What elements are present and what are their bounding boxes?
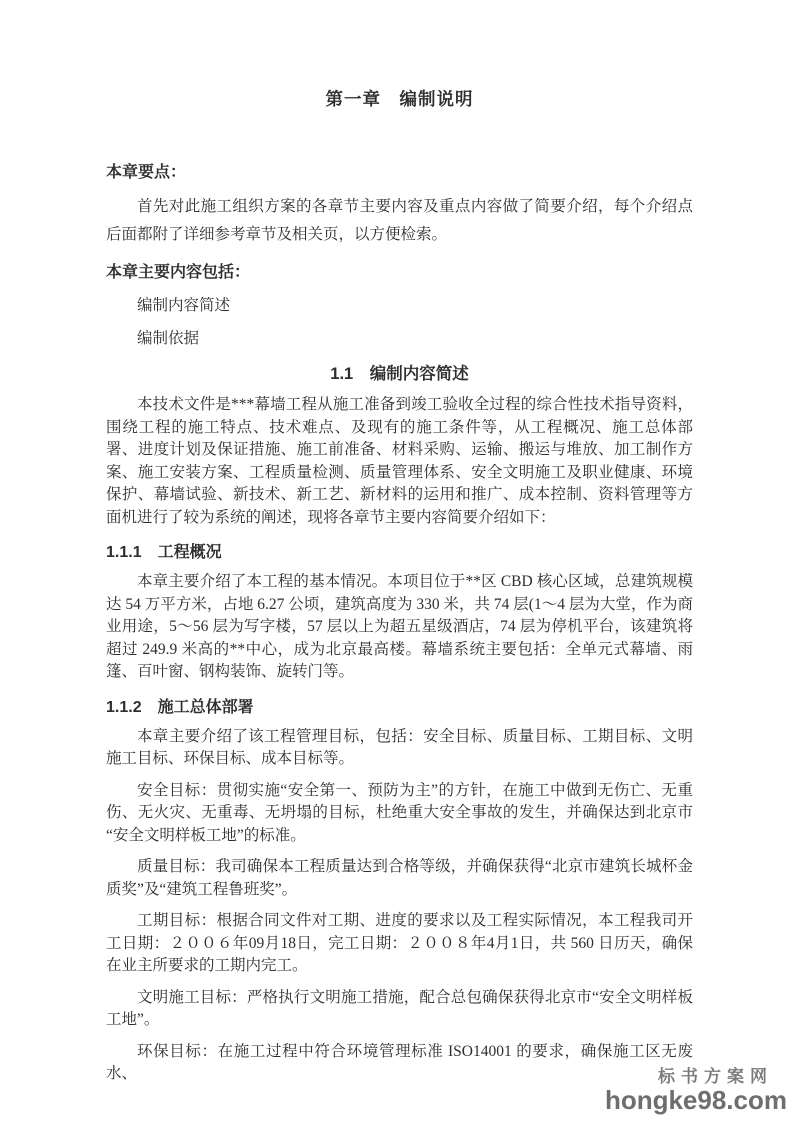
watermark	[605, 1068, 787, 1114]
contents-item-basis: 编制依据	[137, 330, 200, 347]
chapter-title: 第一章 编制说明	[325, 89, 474, 109]
contents-item-overview: 编制内容简述	[137, 297, 231, 314]
section-1-1-heading: 1.1 编制内容简述	[330, 365, 469, 383]
key-points-label: 本章要点：	[106, 164, 187, 181]
contents-label: 本章主要内容包括：	[106, 264, 251, 281]
safety-goal-paragraph: 安全目标：贯彻实施“安全第一、预防为主”的方针，在施工中做到无伤亡、无重伤、无火灾、无重毒、无坍塌的目标，杜绝重大安全事故的发生，并确保达到北京市“安全文明样板工地”的标准。	[106, 781, 693, 844]
key-points-paragraph: 首先对此施工组织方案的各章节主要内容及重点内容做了简要介绍，每个介绍点后面都附了详细参考章节及相关页，以方便检索。	[106, 198, 693, 243]
deployment-intro-paragraph: 本章主要介绍了该工程管理目标，包括：安全目标、质量目标、工期目标、文明施工目标、环保目标、成本目标等。	[106, 727, 693, 767]
quality-goal-paragraph: 质量目标：我司确保本工程质量达到合格等级，并确保获得“北京市建筑长城杯金质奖”及“建筑工程鲁班奖”。	[106, 858, 693, 898]
watermark-site-url: hongke98.com	[604, 1084, 787, 1115]
civilized-construction-goal-paragraph: 文明施工目标：严格执行文明施工措施，配合总包确保获得北京市“安全文明样板工地”。	[106, 988, 693, 1028]
environment-goal-paragraph: 环保目标：在施工过程中符合环境管理标准 ISO14001 的要求，确保施工区无废水、	[106, 1042, 693, 1082]
project-overview-paragraph: 本章主要介绍了本工程的基本情况。本项目位于**区 CBD 核心区域，总建筑规模达 54 万平方米，占地 6.27 公顷，建筑高度为 330 米，共 74 层(1～4 层为大堂，作为商业用途，5～56 层为写字楼，57 层以上为超五星级酒店，74 层为停机平台，该建筑将超过 249.9 米高的**中心，成为北京最高楼。幕墙系统主要包括：全单元式幕墙、雨篷、百叶窗、钢构装饰、旋转门等。	[106, 573, 693, 680]
section-1-1-intro-paragraph: 本技术文件是***幕墙工程从施工准备到竣工验收全过程的综合性技术指导资料，围绕工程的施工特点、技术难点、及现有的施工条件等，从工程概况、施工总体部署、进度计划及保证措施、施工前准备、材料采购、运输、搬运与堆放、加工制作方案、施工安装方案、工程质量检测、质量管理体系、安全文明施工及职业健康、环境保护、幕墙试验、新技术、新工艺、新材料的运用和推广、成本控制、资料管理等方面机进行了较为系统的阐述，现将各章节主要内容简要介绍如下：	[106, 396, 693, 526]
section-1-1-1-heading: 1.1.1 工程概况	[106, 544, 222, 561]
schedule-goal-paragraph: 工期目标：根据合同文件对工期、进度的要求以及工程实际情况，本工程我司开工日期：２００６年09月18日，完工日期：２００８年4月1日，共 560 日历天，确保在业主所要求的工期内完工。	[106, 912, 693, 974]
watermark-site-name: 标书方案网	[658, 1066, 773, 1086]
section-1-1-2-heading: 1.1.2 施工总体部署	[106, 698, 254, 716]
